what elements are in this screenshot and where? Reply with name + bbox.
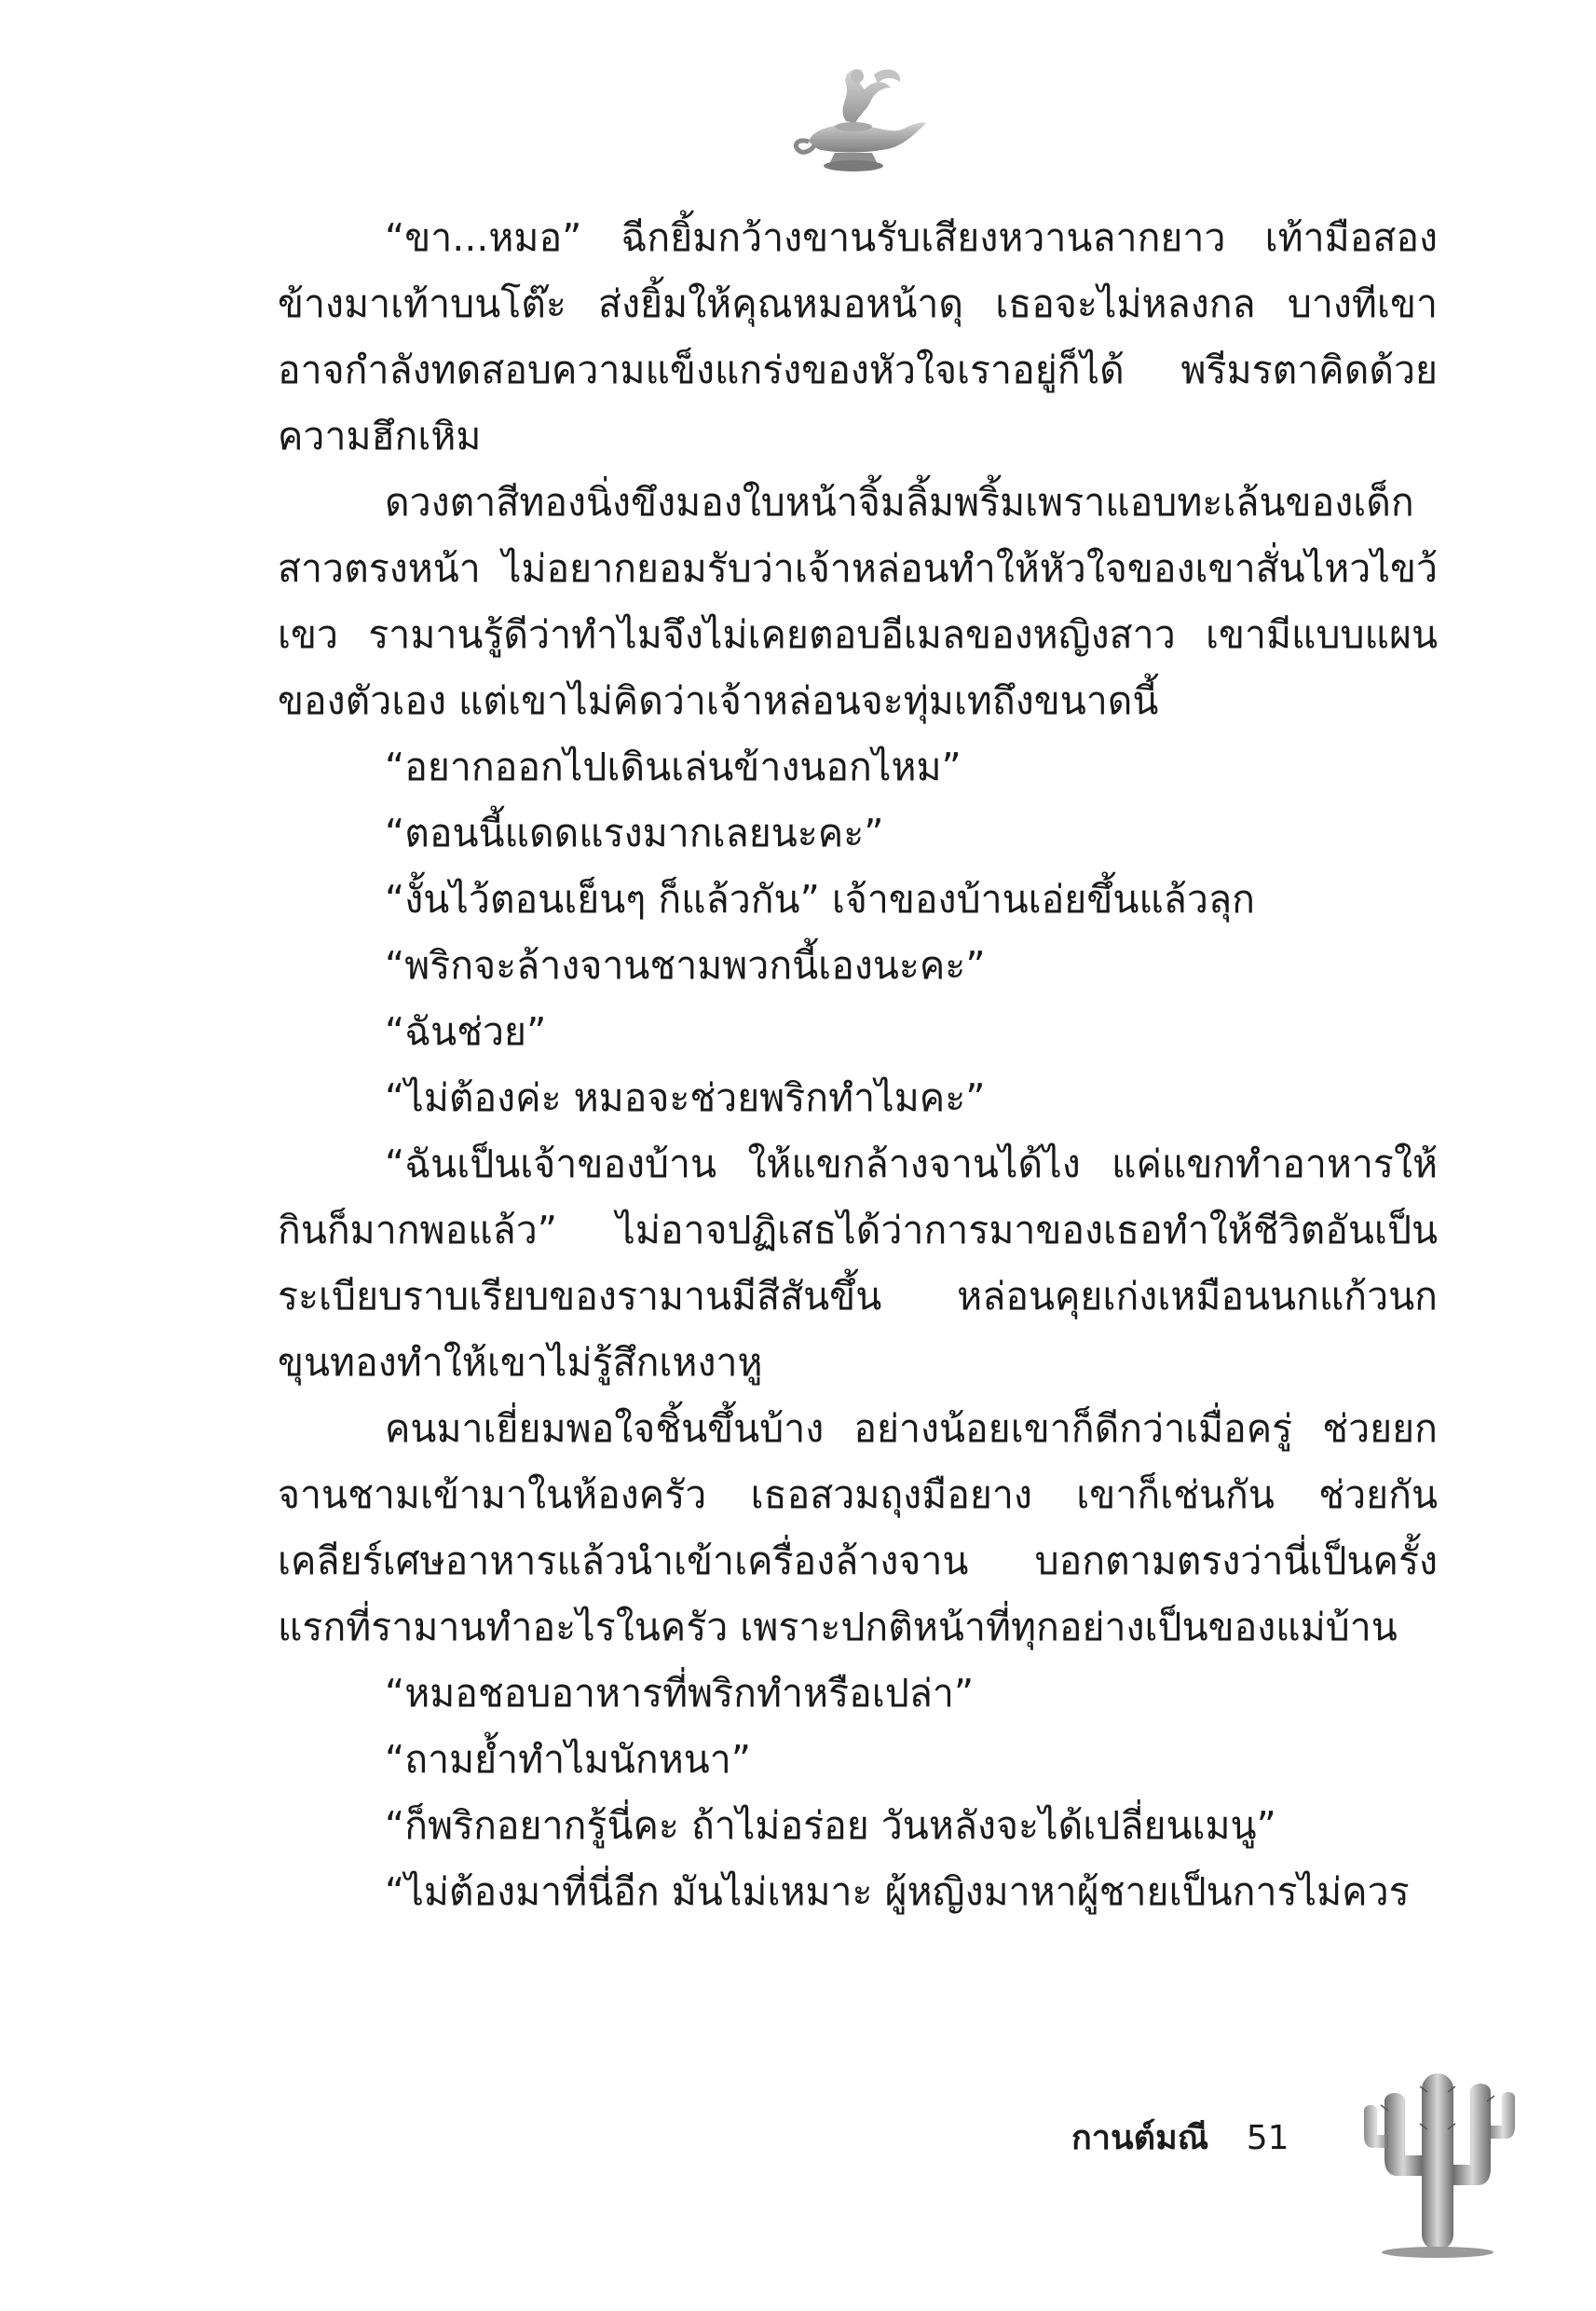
page-number: 51 [1246,2119,1289,2157]
cactus-ornament-icon [1360,2045,1519,2260]
paragraph: “ตอนนี้แดดแรงมากเลยนะคะ” [385,811,884,855]
paragraph: “ไม่ต้องค่ะ หมอจะช่วยพริกทำไมคะ” [385,1075,986,1120]
paragraph: “หมอชอบอาหารที่พริกทำหรือเปล่า” [385,1671,975,1716]
paragraph: “ถามย้ำทำไมนักหนา” [385,1737,752,1782]
paragraph: “พริกจะล้างจานชามพวกนี้เองนะคะ” [385,943,986,988]
paragraph: “ฉันช่วย” [385,1009,547,1054]
paragraph: “ก็พริกอยากรู้นี่คะ ถ้าไม่อร่อย วันหลังจะได้เปลี่ยนเมนู” [385,1803,1276,1848]
paragraph: ดวงตาสีทองนิ่งขึงมองใบหน้าจิ้มลิ้มพริ้มเพราแอบทะเล้นของเด็กสาวตรงหน้า ไม่อยากยอมรับว่าเจ้าหล่อนทำให้หัวใจของเขาสั่นไหวไขว้เขว รามานรู้ดีว่าทำไมจึงไม่เคยตอบอีเมลของหญิงสาว เขามีแบบแผนของตัวเอง แต่เขาไม่คิดว่าเจ้าหล่อนจะทุ่มเทถึงขนาดนี้ [278,480,1438,723]
paragraph: คนมาเยี่ยมพอใจชิ้นขึ้นบ้าง อย่างน้อยเขาก็ดีกว่าเมื่อครู่ ช่วยยกจานชามเข้ามาในห้องครัว เธอสวมถุงมือยาง เขาก็เช่นกัน ช่วยกันเคลียร์เศษอาหารแล้วนำเข้าเครื่องล้างจาน บอกตามตรงว่านี่เป็นครั้งแรกที่รามานทำอะไรในครัว เพราะปกติหน้าที่ทุกอย่างเป็นของแม่บ้าน [278,1406,1438,1649]
book-title: กานต์มณี [1071,2119,1209,2157]
paragraph: “ฉันเป็นเจ้าของบ้าน ให้แขกล้างจานได้ไง แค่แขกทำอาหารให้กินก็มากพอแล้ว” ไม่อาจปฏิเสธได้ว่าการมาของเธอทำให้ชีวิตอันเป็นระเบียบราบเรียบของรามานมีสีสันขึ้น หล่อนคุยเก่งเหมือนนกแก้วนกขุนทองทำให้เขาไม่รู้สึกเหงาหู [278,1142,1438,1385]
paragraph: “อยากออกไปเดินเล่นข้างนอกไหม” [385,745,962,789]
lamp-fairy-ornament-icon [781,56,930,177]
body-text [278,205,1438,1925]
paragraph: “ไม่ต้องมาที่นี่อีก มันไม่เหมาะ ผู้หญิงมาหาผู้ชายเป็นการไม่ควร [385,1869,1410,1914]
paragraph: “งั้นไว้ตอนเย็นๆ ก็แล้วกัน” เจ้าของบ้านเอ่ยขึ้นแล้วลุก [385,877,1255,922]
page-footer [1071,2111,1289,2164]
paragraph: “ขา...หมอ” ฉีกยิ้มกว้างขานรับเสียงหวานลากยาว เท้ามือสองข้างมาเท้าบนโต๊ะ ส่งยิ้มให้คุณหมอหน้าดุ เธอจะไม่หลงกล บางทีเขาอาจกำลังทดสอบความแข็งแกร่งของหัวใจเราอยู่ก็ได้ พรีมรตาคิดด้วยความฮึกเหิม [278,215,1438,458]
